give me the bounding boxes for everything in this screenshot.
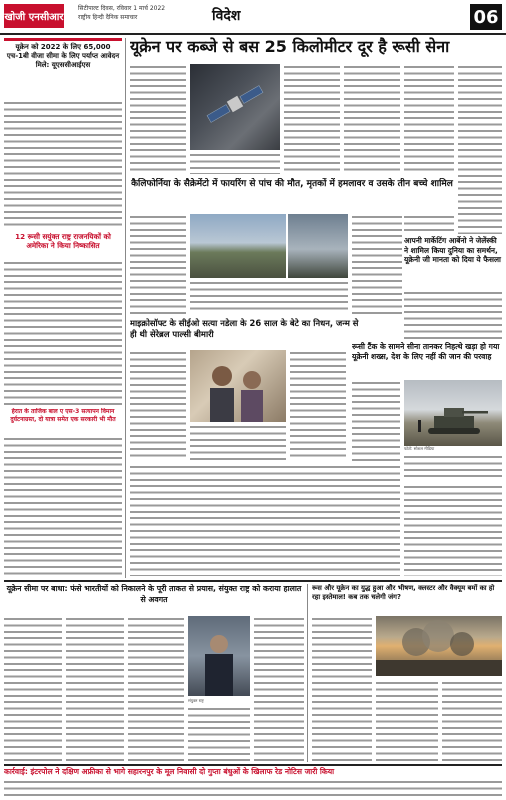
california-body-1 (130, 214, 186, 314)
section-title: विदेश (212, 8, 241, 24)
war-arms-story (312, 584, 502, 614)
masthead (0, 0, 506, 35)
dateline-sub: राष्ट्रीय हिन्दी दैनिक समाचार (78, 14, 138, 21)
top-story-headline: यूक्रेन पर कब्जे से बस 25 किलोमीटर दूर है रूसी सेना (130, 37, 450, 56)
war-body-3 (442, 680, 502, 762)
smoke-icon (376, 616, 502, 676)
column-divider-2 (307, 584, 308, 762)
top-story-body-4 (344, 64, 400, 174)
h1b-story (4, 38, 122, 101)
microsoft-photo (190, 350, 286, 422)
dateline: सिटीपाल्ट दिवस, रविवार 1 मार्च 2022 (78, 5, 166, 12)
tank-icon (404, 380, 502, 446)
explosion-image (376, 616, 502, 676)
california-body-3 (352, 214, 402, 314)
apple-headline: आपनी मार्केटिंग आर्बेनो ने जेलेंस्की ने शामिल किया दुनिया का समर्थन, यूक्रेनी जी मानता को दिया ये फैसला (404, 236, 501, 265)
evac-body-3 (128, 616, 184, 762)
california-image-2 (288, 214, 348, 278)
tank-body-3 (404, 484, 502, 576)
top-story-body-6 (458, 64, 502, 234)
crash-body (4, 436, 122, 576)
satellite-icon (190, 64, 280, 150)
top-story (130, 36, 502, 62)
california-body-4 (404, 214, 454, 234)
war-arms-headline: रूस और यूक्रेन का युद्ध हुआ और भीषण, क्लस्टर और वैक्यूम बमों का हो रहा इस्तेमाल! कब तक चलेगी जंग? (312, 584, 495, 602)
diplomats-story (4, 232, 122, 258)
h1b-body (4, 100, 122, 230)
h1b-headline: यूक्रेन को 2022 के लिए 65,000 एच-1बी वीजा सीमा के लिए पर्याप्त आवेदन मिले: यूएससीआईएस (6, 43, 120, 69)
war-body-1 (312, 616, 372, 762)
lower-mid-body (130, 464, 400, 576)
crash-story (4, 408, 122, 434)
bottom-headline: कार्रवाई: इंटरपोल ने दक्षिण अफ्रीका से भागे सहारनपुर के मूल निवासी दो गुप्ता बंधुओं के खिलाफ रेड नोटिस जारी किया (4, 767, 335, 776)
evacuation-headline: यूक्रेन सीमा पर बाधा: फंसे भारतीयों को निकालने के पूरी ताकत से प्रयास, संयुक्त राष्ट्र को कराया हालात से अवगत (6, 584, 302, 604)
satellite-image (190, 64, 280, 150)
people-photo-icon (190, 350, 286, 422)
microsoft-body-1 (130, 350, 186, 460)
tank-image (404, 380, 502, 446)
microsoft-body-2 (190, 424, 286, 460)
tank-headline: रूसी टैंक के सामने सीना तानकर निहत्थे खड़ा हो गया यूक्रेनी शख्स, देश के लिए नहीं की जान की परवाह (352, 342, 500, 361)
un-photo (188, 616, 250, 696)
war-body-2 (376, 680, 438, 762)
evac-body-1 (4, 616, 62, 762)
evacuation-story (4, 584, 304, 614)
top-story-body-3 (284, 64, 340, 174)
bottom-body (4, 779, 502, 800)
top-story-body-5 (404, 64, 454, 174)
evac-caption: संयुक्त राष्ट्र (188, 698, 204, 703)
column-divider (125, 38, 126, 578)
microsoft-body-3 (290, 350, 346, 460)
bottom-story (4, 766, 502, 778)
california-body-2 (190, 280, 348, 314)
newspaper-logo: खोजी एनसीआर (4, 4, 64, 28)
section-divider (4, 580, 502, 582)
tank-caption: फोटो: सोशल मीडिया (404, 446, 435, 451)
evac-body-5 (254, 616, 304, 762)
california-headline: कैलिफोर्निया के सैक्रेमेंटो में फायरिंग से पांच की मौत, मृतकों में हमलावर व उसके तीन बच्चे शामिल (131, 179, 453, 189)
crash-headline: हेरात के ताजिक बाल ए एस-3 सत्यापन विमान दुर्घटनाग्रस्त, दो यात्रा समेत एक सरकारी भी मौत (10, 408, 116, 423)
tank-body-2 (404, 454, 502, 480)
apple-story (404, 236, 502, 288)
california-story (130, 178, 454, 212)
california-image-1 (190, 214, 286, 278)
apple-body (404, 290, 502, 340)
evac-body-4 (188, 706, 250, 762)
evac-body-2 (66, 616, 124, 762)
diplomats-headline: 12 रूसी सयुंक्त राष्ट्र राजनयिकों को अमेरिका ने किया निष्कासित (15, 232, 111, 250)
microsoft-headline: माइक्रोसॉफ्ट के सीईओ सत्या नडेला के 26 साल के बेटे का निधन, जन्म से ही थी सेरेब्रल पाल्सी बीमारी (130, 318, 359, 339)
microsoft-story (130, 318, 366, 348)
tank-story (352, 342, 502, 378)
top-story-body-1 (130, 64, 186, 174)
diplomats-body (4, 260, 122, 405)
top-story-body-2 (190, 152, 280, 174)
page-number: 06 (470, 4, 502, 30)
speaker-icon (188, 616, 250, 696)
